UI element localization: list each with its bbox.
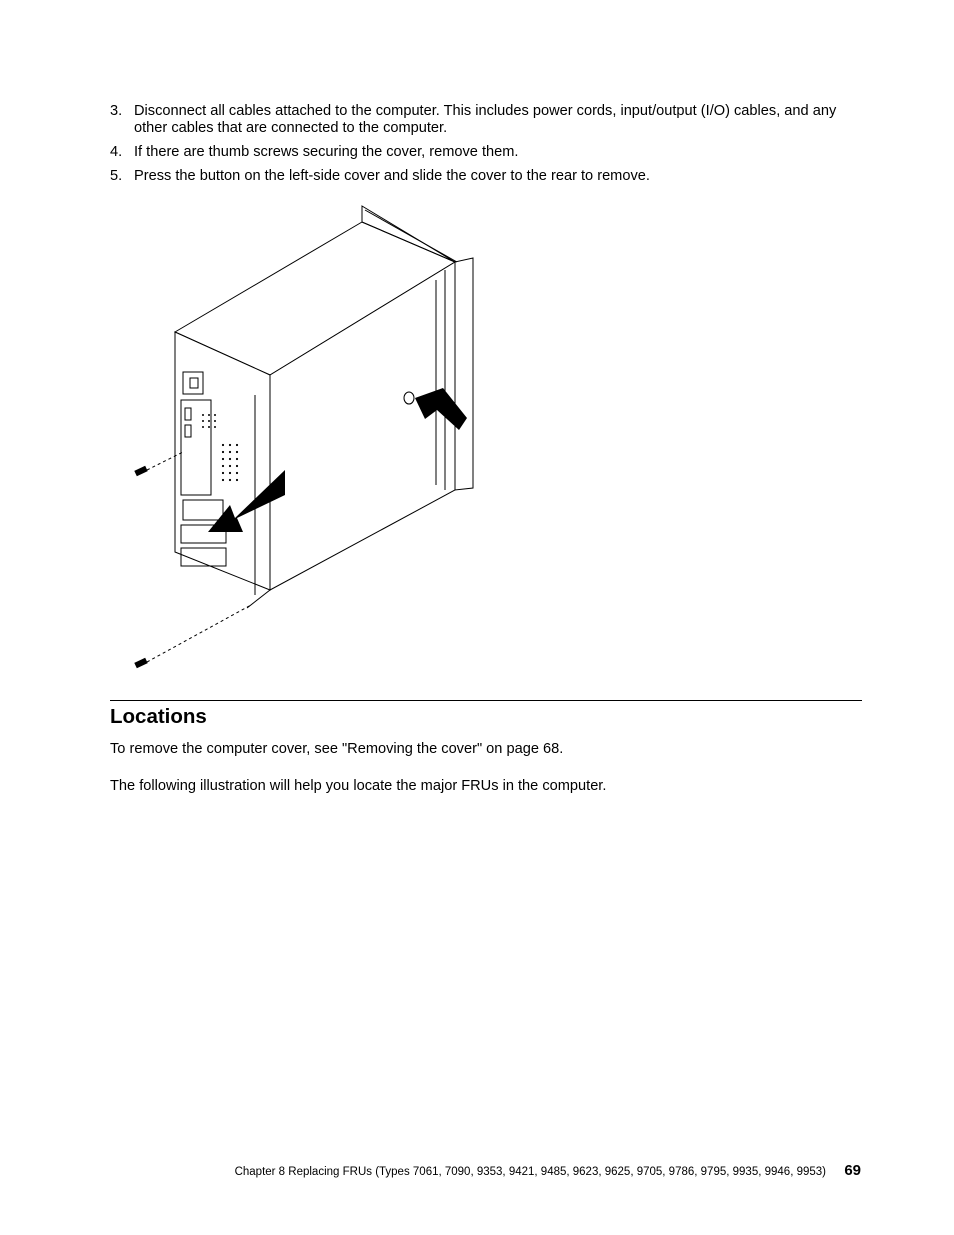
paragraph-cover-reference: To remove the computer cover, see "Removing the cover" on page 68.	[110, 741, 564, 757]
section-heading: Locations	[110, 705, 207, 728]
paragraph-illustration-intro: The following illustration will help you locate the major FRUs in the computer.	[110, 778, 607, 794]
instruction-steps	[110, 103, 850, 192]
step-3	[110, 103, 850, 137]
step-number: 4.	[110, 144, 123, 160]
cover-removal-illustration	[125, 200, 485, 680]
step-text: Disconnect all cables attached to the computer. This includes power cords, input/output (I/O) cables, and any other cables that are connected to the computer.	[134, 103, 837, 136]
step-text: Press the button on the left-side cover and slide the cover to the rear to remove.	[134, 168, 650, 184]
step-number: 3.	[110, 103, 123, 119]
computer-tower-drawing	[125, 200, 485, 680]
page-number: 69	[844, 1162, 861, 1179]
footer-chapter-title: Chapter 8 Replacing FRUs (Types 7061, 7090, 9353, 9421, 9485, 9623, 9625, 9705, 9786, 9795, 9935, 9946, 9953)	[234, 1166, 826, 1178]
step-4	[110, 144, 850, 161]
step-5	[110, 168, 850, 185]
section-divider	[110, 700, 862, 701]
step-number: 5.	[110, 168, 123, 184]
step-text: If there are thumb screws securing the cover, remove them.	[134, 144, 519, 160]
